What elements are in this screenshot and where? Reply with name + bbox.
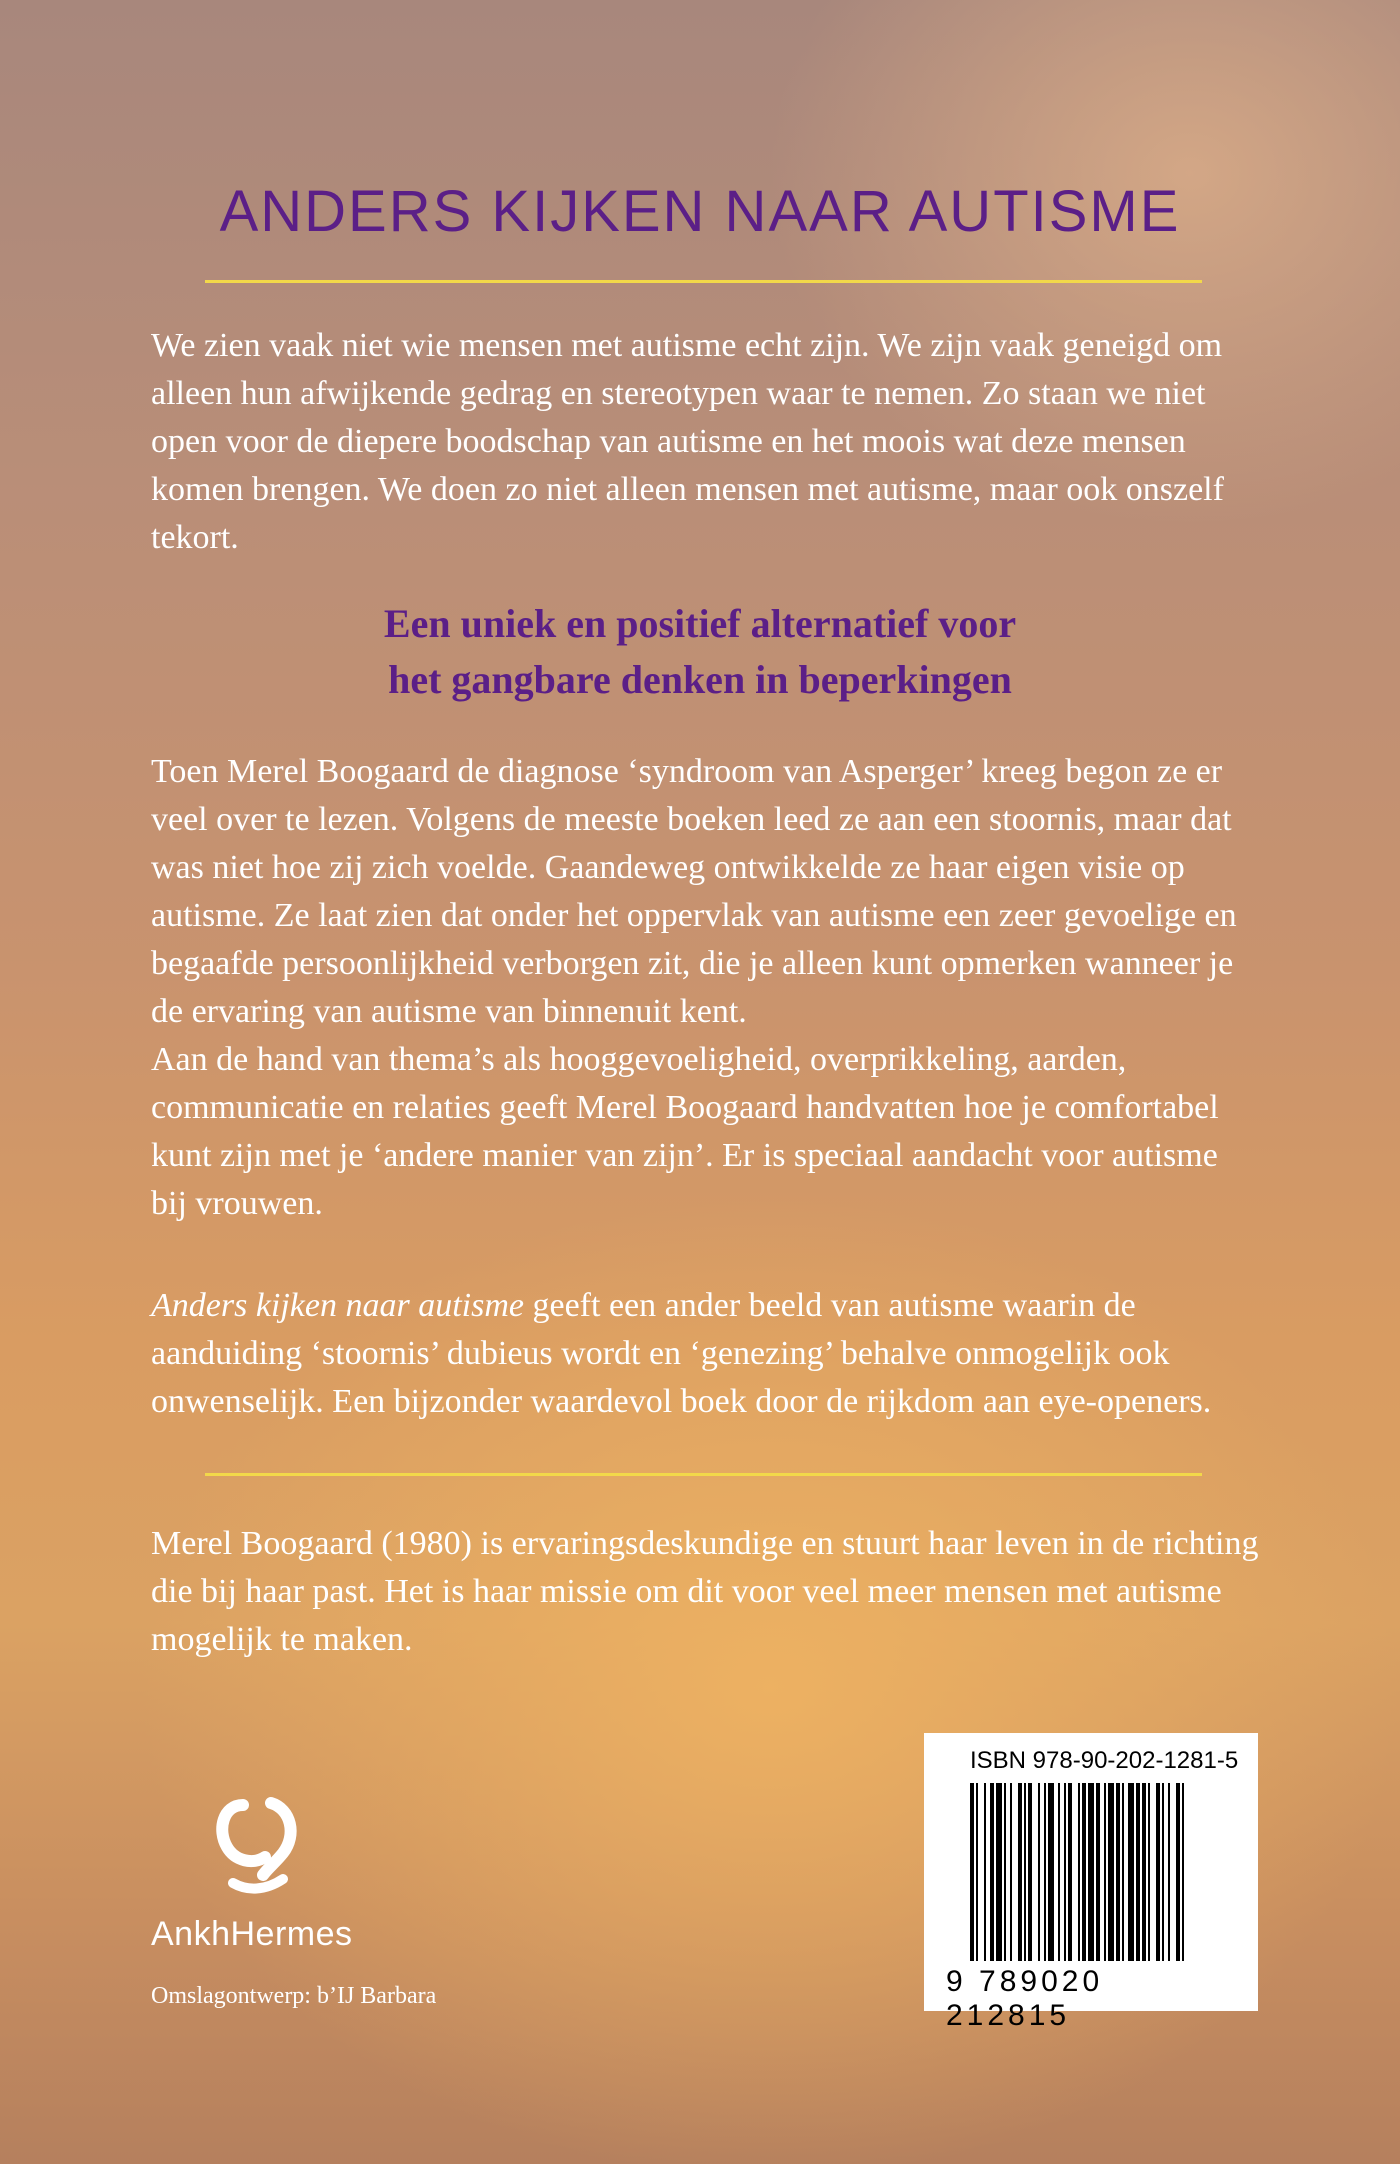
subheading-line-1: Een uniek en positief alternatief voor: [383, 601, 1017, 646]
divider-bottom: [205, 1473, 1202, 1476]
divider-top: [205, 280, 1202, 283]
cover-design-credit: Omslagontwerp: b’IJ Barbara: [151, 1983, 437, 2009]
barcode-bar: [1018, 1783, 1022, 1961]
body-part-2: Aan de hand van thema’s als hooggevoeligheid, overprikkeling, aarden, communicatie en relaties geeft Merel Boogaard handvatten hoe je comfortabel kunt zijn met je ‘andere manier van zijn’. Er is speciaal aandacht voor autisme bij vrouwen.: [151, 1041, 1219, 1222]
publisher-logo: [151, 1795, 371, 1955]
barcode-bar: [1038, 1783, 1040, 1961]
cover-heading: ANDERS KIJKEN NAAR AUTISME: [219, 179, 1181, 244]
publisher-name: AnkhHermes: [151, 1915, 353, 1953]
barcode-bar: [1156, 1783, 1160, 1961]
barcode-bar: [1044, 1783, 1046, 1961]
barcode-bar: [1136, 1783, 1140, 1961]
barcode-bar: [1142, 1783, 1146, 1961]
body-paragraph: [151, 748, 1261, 1228]
barcode-bar: [1182, 1783, 1184, 1961]
barcode-bar: [1058, 1783, 1060, 1961]
barcode-bar: [1148, 1783, 1150, 1961]
book-title-italic: Anders kijken naar autisme: [151, 1287, 524, 1324]
barcode-bar: [1088, 1783, 1094, 1961]
barcode-bar: [1096, 1783, 1100, 1961]
barcode-bar: [1068, 1783, 1072, 1961]
barcode-box: [924, 1733, 1258, 2032]
barcode-bar: [1078, 1783, 1080, 1961]
barcode-bar: [1162, 1783, 1164, 1961]
barcode-digits: 9 789020 212815: [946, 1965, 1104, 2032]
author-bio: Merel Boogaard (1980) is ervaringsdeskundige en stuurt haar leven in de richting die bij haar past. Het is haar missie om dit voor veel meer mensen met autisme mogelijk te maken.: [151, 1525, 1259, 1658]
barcode-bar: [1082, 1783, 1086, 1961]
barcode-bar: [1010, 1783, 1012, 1961]
barcode-bar: [1128, 1783, 1134, 1961]
barcode-bar: [976, 1783, 978, 1961]
body-part-1: Toen Merel Boogaard de diagnose ‘syndroom van Asperger’ kreeg begon ze er veel over te lezen. Volgens de meeste boeken leed ze aan een stoornis, maar dat was niet hoe zij zich voelde. Gaandeweg ontwikkelde ze haar eigen visie op autisme. Ze laat zien dat onder het oppervlak van autisme een zeer gevoelige en begaafde persoonlijkheid verborgen zit, die je alleen kunt opmerken wanneer je de ervaring van autisme van binnenuit kent.: [151, 753, 1237, 1030]
barcode-bar: [1176, 1783, 1180, 1961]
barcode-bar: [1108, 1783, 1114, 1961]
barcode-bar: [1122, 1783, 1124, 1961]
barcode-image: [970, 1783, 1226, 1961]
barcode-bar: [984, 1783, 986, 1961]
barcode-bar: [1168, 1783, 1170, 1961]
barcode-bar: [1004, 1783, 1006, 1961]
barcode-bar: [970, 1783, 974, 1961]
subheading-line-2: het gangbare denken in beperkingen: [388, 657, 1012, 702]
intro-paragraph: We zien vaak niet wie mensen met autisme echt zijn. We zijn vaak geneigd om alleen hun afwijkende gedrag en stereotypen waar te nemen. Zo staan we niet open voor de diepere boodschap van autisme en het moois wat deze mensen komen brengen. We doen zo niet alleen mensen met autisme, maar ook onszelf tekort.: [151, 327, 1224, 556]
barcode-bar: [1028, 1783, 1032, 1961]
barcode-bar: [1064, 1783, 1066, 1961]
closing-text: geeft een ander beeld van autisme waarin de aanduiding ‘stoornis’ dubieus wordt en ‘genezing’ behalve onmogelijk ook onwenselijk. Een bijzonder waardevol boek door de rijkdom aan eye-openers.: [151, 1287, 1212, 1420]
barcode-bar: [996, 1783, 1002, 1961]
isbn-label: ISBN 978-90-202-1281-5: [970, 1747, 1239, 1774]
barcode-bar: [1116, 1783, 1120, 1961]
barcode-bar: [990, 1783, 994, 1961]
barcode-bar: [1048, 1783, 1054, 1961]
closing-paragraph: [151, 1282, 1261, 1426]
barcode-bar: [1024, 1783, 1026, 1961]
barcode-bar: [1104, 1783, 1106, 1961]
subheading: [0, 596, 1400, 708]
ankh-logo-icon: [213, 1795, 303, 1905]
